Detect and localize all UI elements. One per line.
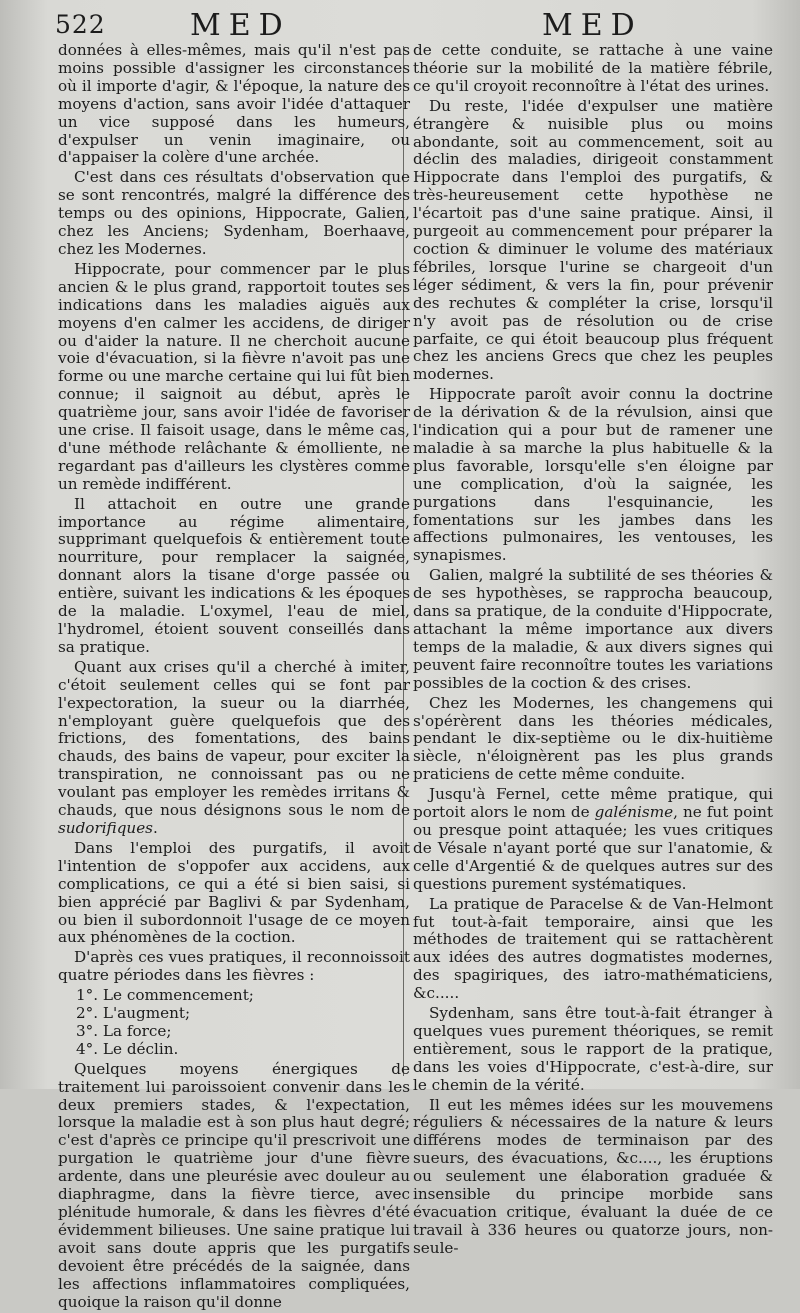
paragraph <box>413 98 773 385</box>
page-header <box>0 8 800 42</box>
right-column <box>413 42 773 1260</box>
paragraph <box>58 42 410 167</box>
paragraph <box>413 896 773 1003</box>
paragraph-text: Jusqu'à Fernel, cette même pratique, qui portoit alors le nom de <box>413 785 773 822</box>
italic-term: galénisme <box>594 803 674 822</box>
paragraph-text-tail: . <box>152 818 158 837</box>
paragraph <box>58 169 410 259</box>
period-list-item: 4°. Le déclin. <box>76 1039 179 1058</box>
paragraph-text: Quant aux crises qu'il a cherché à imiter, c'étoit seulement celles qui se font par l'expectoration, la sueur ou la diarrhée, n'employant guère quelquefois que des frictions, des fomentations, des bains chauds, des bains de vapeur, pour exciter la transpiration, ne connoissant pas ou ne voulant pas employer les remèdes irritans & chauds, que nous désignons sous le nom de <box>58 657 410 820</box>
paragraph <box>58 949 410 985</box>
paragraph-text: Dans l'emploi des purgatifs, il avoit l'intention de s'oppofer aux accidens, aux complications, ce qui a été si bien saisi, si bien apprécié par Baglivi & par Sydenham, ou bien il subordonnoit l'usage de ce moyen aux phénomènes de la coction. <box>58 838 410 947</box>
paragraph-text: Galien, malgré la subtilité de ses théories & de ses hypothèses, se rapprocha beaucoup, dans sa pratique, de la conduite d'Hippocrate, attachant la même importance aux divers temps de la maladie, & aux divers signes qui peuvent faire reconnoître toutes les variations possibles de la coction & des crises. <box>413 566 773 692</box>
period-list-item: 2°. L'augment; <box>76 1004 191 1023</box>
paragraph <box>413 695 773 785</box>
period-list-item: 3°. La force; <box>76 1021 172 1040</box>
running-head-left: MED <box>190 8 291 43</box>
paragraph-text: Hippocrate, pour commencer par le plus ancien & le plus grand, rapportoit toutes ses indications dans les maladies aiguës aux moyens d'en calmer les accidens, de diriger ou d'aider la nature. Il ne cherchoit aucune voie d'évacuation, si la fièvre n'avoit pas une forme ou une marche certaine qui lui fût bien connue; il saignoit au début, après le quatrième jour, sans avoir l'idée de favoriser une crise. Il faisoit usage, dans le même cas, d'une méthode relâchante & émolliente, ne regardant pas d'ailleurs les clystères comme un remède indifférent. <box>58 259 410 493</box>
paragraph <box>413 1005 773 1095</box>
paragraph-text-tail: , ne fut point ou presque point attaquée; les vues critiques de Vésale n'ayant porté que sur l'anatomie, & celle d'Argentié & de quelques autres sur des questions purement systématiques. <box>413 803 773 893</box>
paragraph-text: Il eut les mêmes idées sur les mouvemens réguliers & nécessaires de la nature & leurs différens modes de terminaison par des sueurs, des évacuations, &c...., les éruptions ou seulement une élaboration graduée & insensible du principe morbide sans évacuation critique, évaluant la duée de ce travail à 336 heures ou quatorze jours, non-seule- <box>413 1095 773 1257</box>
paragraph-text: Chez les Modernes, les changemens qui s'opérèrent dans les théories médicales, pendant le dix-septième ou le dix-huitième siècle, n'éloignèrent pas les plus grands praticiens de cette même conduite. <box>413 693 773 784</box>
paragraph <box>58 261 410 494</box>
paragraph-text: Il attachoit en outre une grande importance au régime alimentaire, supprimant quelquefois & entièrement toute nourriture, pour remplacer la saignée, donnant alors la tisane d'orge passée ou entière, suivant les indications & les époques de la maladie. L'oxymel, l'eau de miel, l'hydromel, étoient souvent conseillés dans sa pratique. <box>58 494 410 656</box>
paragraph-text: La pratique de Paracelse & de Van-Helmont fut tout-à-fait temporaire, ainsi que les méthodes de traitement qui se rattachèrent aux idées des autres dogmatistes modernes, des spagiriques, des iatro-mathématiciens, &c..... <box>413 894 773 1003</box>
paragraph-text: D'après ces vues pratiques, il reconnoissoit quatre périodes dans les fièvres : <box>58 948 410 985</box>
period-list <box>58 987 410 1059</box>
paragraph <box>413 786 773 893</box>
paragraph <box>413 386 773 565</box>
period-list-item: 1°. Le commencement; <box>76 986 254 1005</box>
paragraph <box>58 659 410 838</box>
paragraph-text: Hippocrate paroît avoir connu la doctrine de la dérivation & de la révulsion, ainsi que l'indication qui a pour but de ramener une maladie à sa marche la plus habituelle & la plus favorable, lorsqu'elle s'en éloigne par une complication, d'où la saignée, les purgations dans l'esquinancie, les fomentations sur les jambes dans les affections pulmonaires, les ventouses, les synapismes. <box>413 385 773 565</box>
paragraph-text: Sydenham, sans être tout-à-fait étranger à quelques vues purement théoriques, se remit entièrement, sous le rapport de la pratique, dans les voies d'Hippocrate, c'est-à-dire, sur le chemin de la vérité. <box>413 1004 773 1094</box>
paragraph <box>58 1061 410 1312</box>
paragraph-text: Du reste, l'idée d'expulser une matière étrangère & nuisible plus ou moins abondante, soit au commencement, soit au déclin des maladies, dirigeoit constamment Hippocrate dans l'emploi des purgatifs, & très-heureusement cette hypothèse ne l'écartoit pas d'une saine pratique. Ainsi, il purgeoit au commencement pour préparer la coction & diminuer le volume des matériaux fébriles, lorsque l'urine se chargeoit d'un léger sédiment, & vers la fin, pour prévenir des rechutes & compléter la crise, lorsqu'il n'y avoit pas de résolution ou de crise parfaite, ce qui étoit beaucoup plus fréquent chez les anciens Grecs que chez les peuples modernes. <box>413 96 773 384</box>
page-number: 522 <box>55 10 106 39</box>
paragraph-text: données à elles-mêmes, mais qu'il n'est pas moins possible d'assigner les circonstances où il importe d'agir, & l'époque, la nature des moyens d'action, sans avoir l'idée d'attaquer un vice supposé dans les humeurs, d'expulser un venin imaginaire, ou d'appaiser la colère d'une archée. <box>58 41 410 167</box>
paragraph-text: Quelques moyens énergiques de traitement lui paroissoient convenir dans les deux premiers stades, & l'expectation, lorsque la maladie est à son plus haut degré; c'est d'après ce principe qu'il prescrivoit une purgation le quatrième jour d'une fièvre ardente, dans une pleurésie avec douleur au diaphragme, dans la fièvre tierce, avec plénitude humorale, & dans les fièvres d'été évidemment bilieuses. Une saine pratique lui avoit sans doute appris que les purgatifs devoient être précédés de la saignée, dans les affections inflammatoires compliquées, quoique la raison qu'il donne <box>58 1059 410 1311</box>
left-column <box>58 42 410 1313</box>
paragraph <box>58 840 410 947</box>
paragraph-text: de cette conduite, se rattache à une vaine théorie sur la mobilité de la matière fébrile, ce qu'il croyoit reconnoître à l'état des urines. <box>413 41 773 95</box>
paragraph <box>413 42 773 96</box>
paragraph-text: C'est dans ces résultats d'observation que se sont rencontrés, malgré la différence des temps ou des opinions, Hippocrate, Galien, chez les Anciens; Sydenham, Boerhaave, chez les Modernes. <box>58 168 410 258</box>
paragraph <box>413 1097 773 1258</box>
paragraph <box>413 567 773 692</box>
italic-term: sudorifiques <box>58 818 153 837</box>
running-head-right: MED <box>542 8 643 43</box>
paragraph <box>58 496 410 657</box>
